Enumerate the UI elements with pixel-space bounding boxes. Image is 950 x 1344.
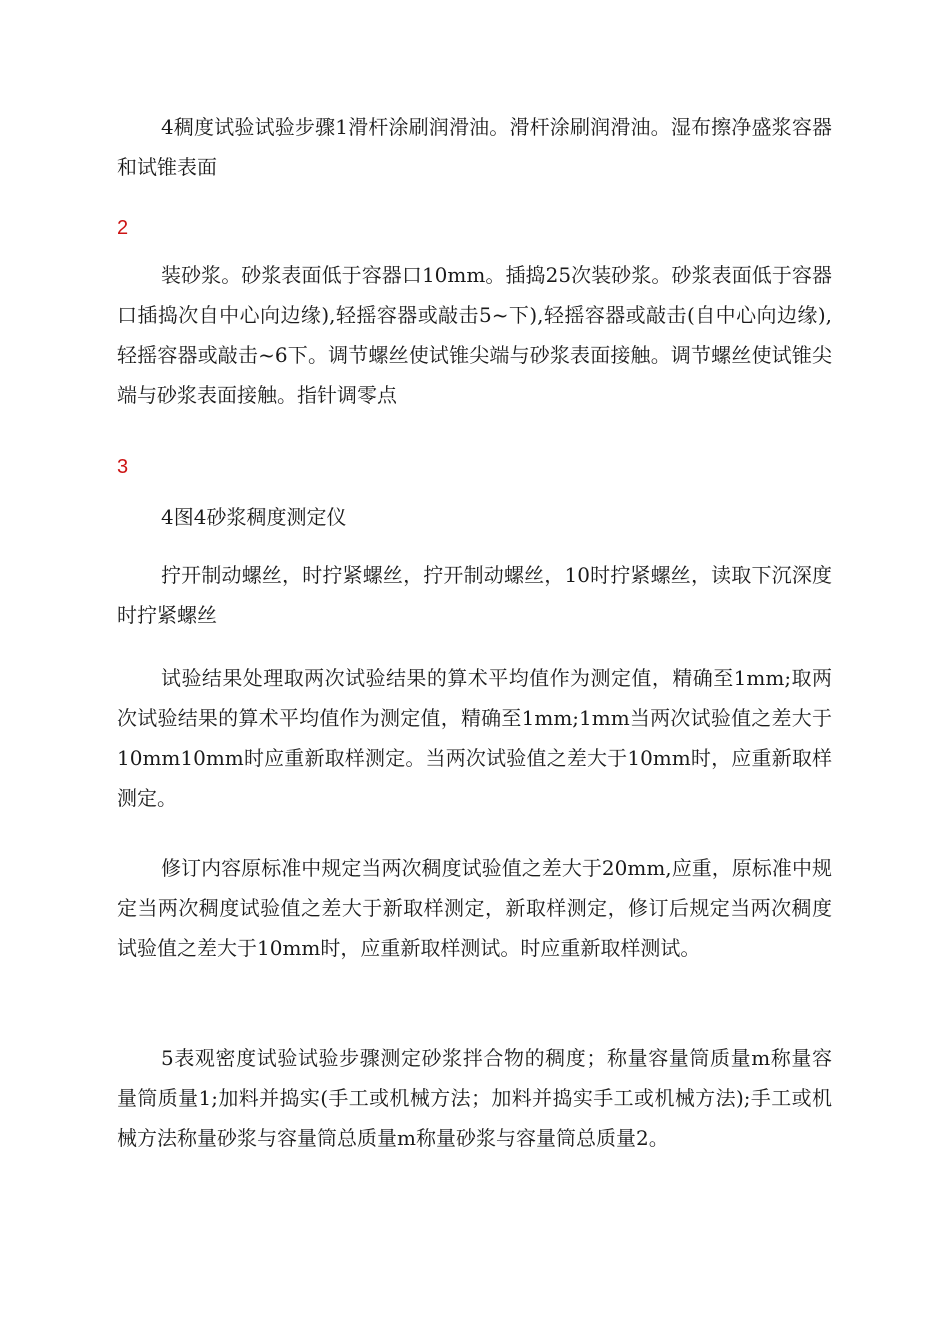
paragraph-apparent-density-test: 5表观密度试验试验步骤测定砂浆拌合物的稠度；称量容量筒质量m称量容量筒质量1;加料并捣实(手工或机械方法；加料并捣实手工或机械方法);手工或机械方法称量砂浆与容量筒总质量m称量砂浆与容量筒总质量2。 — [117, 1046, 832, 1150]
paragraph-result-processing: 试验结果处理取两次试验结果的算术平均值作为测定值，精确至1mm;取两次试验结果的算术平均值作为测定值，精确至1mm;1mm当两次试验值之差大于10mm10mm时应重新取样测定。当两次试验值之差大于10mm时，应重新取样测定。 — [117, 666, 832, 810]
paragraph-revision-content: 修订内容原标准中规定当两次稠度试验值之差大于20mm,应重，原标准中规定当两次稠度试验值之差大于新取样测定，新取样测定，修订后规定当两次稠度试验值之差大于10mm时，应重新取样测试。时应重新取样测试。 — [117, 856, 832, 960]
paragraph-load-mortar: 装砂浆。砂浆表面低于容器口10mm。插捣25次装砂浆。砂浆表面低于容器口插捣次自中心向边缘),轻摇容器或敲击5~下),轻摇容器或敲击(自中心向边缘),轻摇容器或敲击~6下。调节螺丝使试锥尖端与砂浆表面接触。调节螺丝使试锥尖端与砂浆表面接触。指针调零点 — [117, 263, 832, 407]
paragraph-tighten-screw: 拧开制动螺丝，时拧紧螺丝，拧开制动螺丝，10时拧紧螺丝，读取下沉深度时拧紧螺丝 — [117, 563, 832, 627]
figure-caption: 4图4砂浆稠度测定仪 — [161, 505, 347, 529]
step-number-2: 2 — [117, 217, 129, 239]
step-number-3: 3 — [117, 456, 129, 478]
paragraph-consistency-test-step1: 4稠度试验试验步骤1滑杆涂刷润滑油。滑杆涂刷润滑油。湿布擦净盛浆容器和试锥表面 — [117, 115, 832, 179]
